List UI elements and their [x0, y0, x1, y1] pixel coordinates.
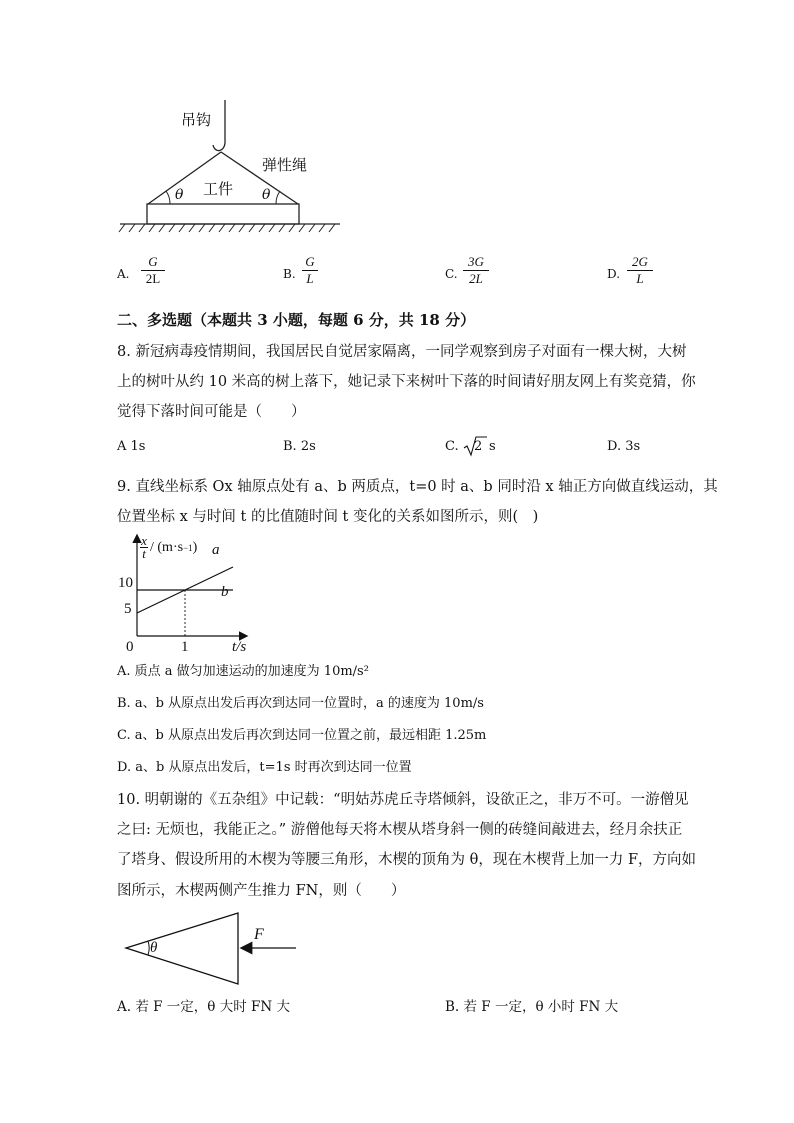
angle-theta-right: θ — [262, 187, 271, 203]
q9-option-c: C. a、b 从原点出发后再次到达同一位置之前，最远相距 1.25m — [117, 728, 487, 743]
wedge-force-label: F — [254, 926, 264, 943]
q8-option-d: D. 3s — [607, 439, 641, 454]
y-tick-10: 10 — [118, 575, 133, 591]
q8-line-3: 觉得下落时间可能是（ ） — [117, 404, 306, 420]
x-tick-1: 1 — [181, 639, 189, 655]
q7-option-b-letter: B. — [283, 267, 296, 281]
q9-line-2: 位置坐标 x 与时间 t 的比值随时间 t 变化的关系如图所示，则( ) — [117, 509, 539, 525]
series-b-label: b — [221, 584, 229, 600]
q8-line-2: 上的树叶从约 10 米高的树上落下，她记录下来树叶下落的时间请好朋友网上有奖竞猜，你 — [117, 374, 696, 390]
q8-option-b: B. 2s — [283, 439, 316, 454]
q7-a-num: G — [148, 254, 158, 269]
q10-option-a: A. 若 F 一定，θ 大时 FN 大 — [117, 999, 290, 1015]
crane-figure — [115, 100, 345, 240]
rope-label: 弹性绳 — [262, 156, 308, 174]
wedge-angle-label: θ — [150, 940, 158, 956]
q10-line-2: 之曰: 无烦也，我能正之。” 游僧他每天将木楔从塔身斜一侧的砖缝间敲进去，经月余扶正 — [117, 822, 683, 838]
chart-ylabel: x t / (m·s −1 ) — [141, 533, 198, 561]
wedge-figure — [120, 908, 310, 988]
section2-heading: 二、多选题（本题共 3 小题，每题 6 分，共 18 分） — [117, 311, 476, 329]
q9-line-1: 9. 直线坐标系 Ox 轴原点处有 a、b 两质点，t=0 时 a、b 同时沿 x 轴正方向做直线运动，其 — [117, 479, 718, 495]
q10-option-b: B. 若 F 一定，θ 小时 FN 大 — [445, 999, 619, 1015]
q8-option-a: A 1s — [117, 439, 146, 454]
q9-option-d: D. a、b 从原点出发后，t=1s 时再次到达同一位置 — [117, 760, 412, 775]
q10-line-1: 10. 明朝谢的《五杂组》中记载：“明姑苏虎丘寺塔倾斜，设欲正之，非万不可。一游僧见 — [117, 792, 689, 808]
q7-d-num: 2G — [632, 254, 648, 269]
q8-option-c-num: 2 — [474, 439, 483, 454]
q10-line-4: 图所示，木楔两侧产生推力 FN，则（ ） — [117, 883, 406, 899]
q7-b-den: L — [306, 271, 314, 286]
q7-option-a — [141, 254, 165, 287]
q7-c-num: 3G — [468, 254, 484, 269]
q9-option-b: B. a、b 从原点出发后再次到达同一位置时，a 的速度为 10m/s — [117, 696, 484, 711]
q8-option-c-letter: C. — [445, 439, 459, 454]
q7-d-den: L — [636, 271, 644, 286]
q7-option-d-letter: D. — [607, 267, 621, 281]
q7-c-den: 2L — [469, 271, 483, 286]
q8-line-1: 8. 新冠病毒疫情期间，我国居民自觉居家隔离，一同学观察到房子对面有一棵大树，大树 — [117, 344, 687, 360]
q7-option-a-letter: A. — [117, 267, 130, 281]
series-a-label: a — [212, 542, 220, 558]
q9-option-a: A. 质点 a 做匀加速运动的加速度为 10m/s² — [117, 664, 369, 679]
q7-a-den: 2L — [145, 271, 161, 286]
x-tick-0: 0 — [126, 639, 134, 655]
workpiece-label: 工件 — [203, 180, 234, 198]
q7-option-c-letter: C. — [445, 267, 458, 281]
y-tick-5: 5 — [124, 601, 132, 617]
chart-xlabel: t/s — [232, 639, 247, 655]
q7-option-d — [627, 254, 653, 287]
q7-option-c — [463, 254, 489, 287]
q8-option-c-unit: s — [489, 439, 496, 454]
q7-option-b — [302, 254, 318, 287]
q7-b-num: G — [305, 254, 315, 269]
hook-label: 吊钩 — [181, 111, 212, 129]
q10-line-3: 了塔身、假设所用的木楔为等腰三角形，木楔的顶角为 θ，现在木楔背上加一力 F，方向如 — [117, 852, 697, 868]
angle-theta-left: θ — [175, 187, 184, 203]
